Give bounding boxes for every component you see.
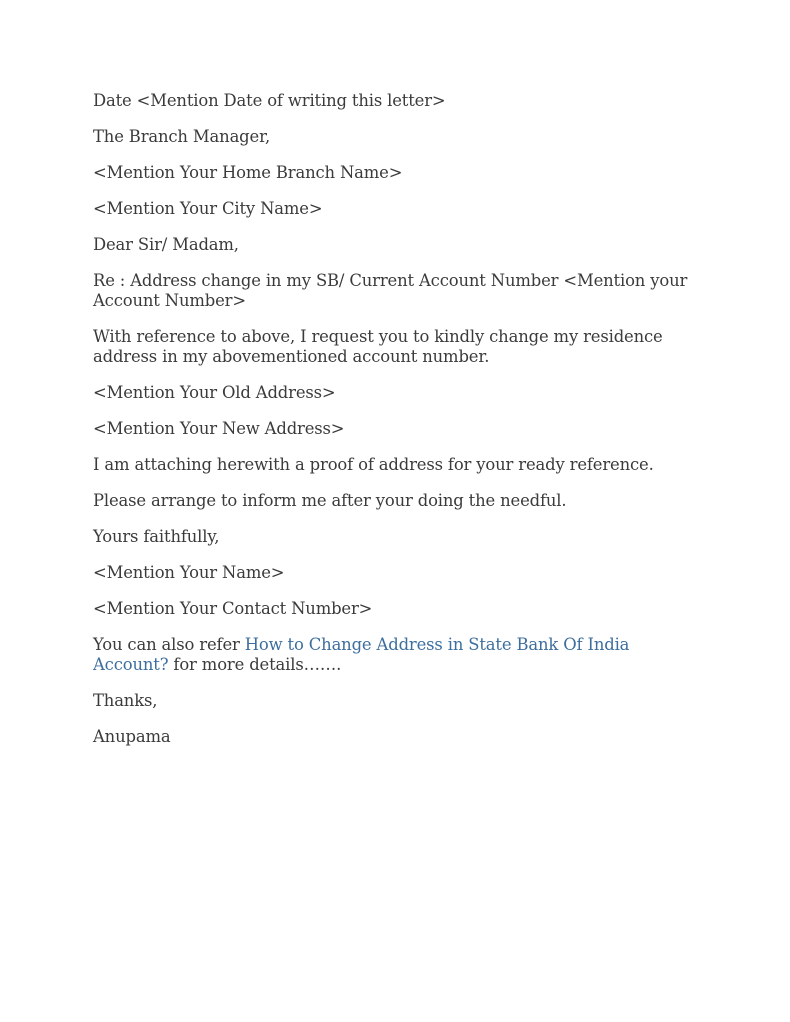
request-paragraph: With reference to above, I request you to kindly change my residence address in my abovementioned account number. [93,327,663,366]
old-address: <Mention Your Old Address> [93,383,336,402]
letter-document [93,91,693,763]
recipient-title: The Branch Manager, [93,127,271,146]
subject-line: Re : Address change in my SB/ Current Account Number <Mention your Account Number> [93,271,688,310]
new-address: <Mention Your New Address> [93,419,345,438]
sender-contact: <Mention Your Contact Number> [93,599,373,618]
thanks: Thanks, [93,691,158,710]
date-line: Date <Mention Date of writing this letter> [93,91,446,110]
recipient-branch: <Mention Your Home Branch Name> [93,163,403,182]
sender-name: <Mention Your Name> [93,563,285,582]
author-name: Anupama [93,727,171,746]
attachment-note: I am attaching herewith a proof of address for your ready reference. [93,455,654,474]
salutation: Dear Sir/ Madam, [93,235,239,254]
recipient-city: <Mention Your City Name> [93,199,323,218]
closing: Yours faithfully, [93,527,220,546]
reference-suffix: for more details……. [168,655,342,674]
closing-request: Please arrange to inform me after your doing the needful. [93,491,567,510]
reference-paragraph [93,635,693,675]
sbi-address-change-link[interactable]: How to Change Address in State Bank Of India Account? [93,635,630,674]
reference-prefix: You can also refer [93,635,245,654]
